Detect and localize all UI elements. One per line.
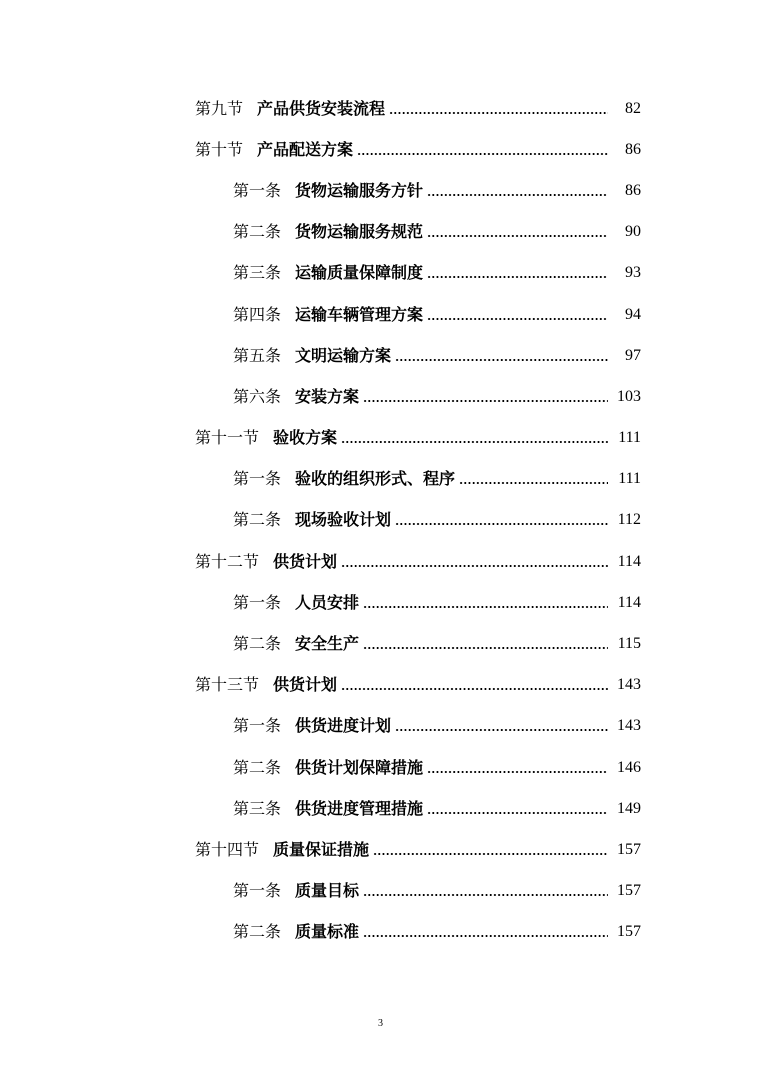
dot-leader bbox=[363, 394, 608, 408]
toc-entry-title: 质量标准 bbox=[295, 922, 360, 942]
toc-entry-page: 114 bbox=[617, 593, 641, 611]
toc-entry-section[interactable] bbox=[0, 418, 761, 459]
toc-entry-number: 第九节 bbox=[195, 98, 244, 118]
toc-entry-page: 111 bbox=[618, 429, 641, 447]
toc-entry-title: 人员安排 bbox=[295, 592, 360, 612]
dot-leader bbox=[363, 600, 608, 614]
toc-entry-number: 第三条 bbox=[233, 798, 282, 818]
toc-entry-page: 90 bbox=[625, 223, 641, 241]
toc-entry-title: 安全生产 bbox=[295, 634, 360, 654]
dot-leader bbox=[427, 765, 608, 779]
toc-entry-page: 149 bbox=[617, 799, 641, 817]
toc-entry-article[interactable] bbox=[0, 623, 761, 664]
toc-entry-article[interactable] bbox=[0, 706, 761, 747]
dot-leader bbox=[427, 806, 608, 820]
dot-leader bbox=[341, 559, 608, 573]
dot-leader bbox=[427, 312, 608, 326]
toc-entry-number: 第二条 bbox=[233, 510, 282, 530]
toc-entry-page: 103 bbox=[617, 387, 641, 405]
toc-entry-number: 第五条 bbox=[233, 345, 282, 365]
dot-leader bbox=[363, 929, 608, 943]
toc-entry-page: 86 bbox=[625, 140, 641, 158]
toc-entry-article[interactable] bbox=[0, 500, 761, 541]
toc-entry-article[interactable] bbox=[0, 294, 761, 335]
toc-entry-number: 第四条 bbox=[233, 304, 282, 324]
toc-entry-title: 质量保证措施 bbox=[273, 839, 370, 859]
toc-entry-number: 第一条 bbox=[233, 881, 282, 901]
toc-entry-page: 94 bbox=[625, 305, 641, 323]
toc-entry-page: 82 bbox=[625, 99, 641, 117]
toc-entry-number: 第二条 bbox=[233, 634, 282, 654]
dot-leader bbox=[427, 229, 608, 243]
toc-entry-page: 115 bbox=[617, 635, 641, 653]
dot-leader bbox=[395, 353, 608, 367]
toc-entry-number: 第三条 bbox=[233, 263, 282, 283]
toc-entry-title: 文明运输方案 bbox=[295, 345, 392, 365]
toc-entry-article[interactable] bbox=[0, 912, 761, 953]
toc-entry-article[interactable] bbox=[0, 788, 761, 829]
toc-entry-title: 安装方案 bbox=[295, 386, 360, 406]
toc-entry-number: 第二条 bbox=[233, 922, 282, 942]
toc-entry-title: 验收的组织形式、程序 bbox=[295, 469, 456, 489]
toc-entry-title: 运输车辆管理方案 bbox=[295, 304, 424, 324]
toc-entry-number: 第十二节 bbox=[195, 551, 260, 571]
toc-entry-number: 第十三节 bbox=[195, 675, 260, 695]
toc-entry-page: 143 bbox=[617, 676, 641, 694]
toc-entry-title: 供货进度计划 bbox=[295, 716, 392, 736]
toc-entry-number: 第十四节 bbox=[195, 839, 260, 859]
dot-leader bbox=[341, 682, 608, 696]
toc-entry-article[interactable] bbox=[0, 253, 761, 294]
toc-entry-page: 157 bbox=[617, 882, 641, 900]
toc-entry-title: 现场验收计划 bbox=[295, 510, 392, 530]
toc-entry-number: 第一条 bbox=[233, 716, 282, 736]
toc-entry-article[interactable] bbox=[0, 582, 761, 623]
dot-leader bbox=[459, 476, 608, 490]
dot-leader bbox=[427, 270, 608, 284]
toc-entry-title: 货物运输服务规范 bbox=[295, 222, 424, 242]
toc-entry-page: 143 bbox=[617, 717, 641, 735]
toc-entry-title: 质量目标 bbox=[295, 881, 360, 901]
toc-entry-number: 第一条 bbox=[233, 180, 282, 200]
dot-leader bbox=[363, 641, 608, 655]
dot-leader bbox=[395, 723, 608, 737]
toc-entry-number: 第二条 bbox=[233, 222, 282, 242]
toc-entry-title: 货物运输服务方针 bbox=[295, 180, 424, 200]
toc-entry-section[interactable] bbox=[0, 665, 761, 706]
toc-entry-page: 97 bbox=[625, 346, 641, 364]
toc-entry-article[interactable] bbox=[0, 871, 761, 912]
dot-leader bbox=[373, 847, 608, 861]
dot-leader bbox=[395, 517, 608, 531]
toc-entry-number: 第六条 bbox=[233, 386, 282, 406]
toc-entry-page: 146 bbox=[617, 758, 641, 776]
dot-leader bbox=[357, 147, 608, 161]
toc-entry-section[interactable] bbox=[0, 541, 761, 582]
toc-entry-article[interactable] bbox=[0, 212, 761, 253]
dot-leader bbox=[389, 106, 608, 120]
toc-entry-article[interactable] bbox=[0, 459, 761, 500]
toc-entry-section[interactable] bbox=[0, 88, 761, 129]
toc-entry-article[interactable] bbox=[0, 747, 761, 788]
toc-entry-number: 第二条 bbox=[233, 757, 282, 777]
toc-entry-section[interactable] bbox=[0, 129, 761, 170]
toc-entry-page: 86 bbox=[625, 181, 641, 199]
dot-leader bbox=[363, 888, 608, 902]
toc-entry-article[interactable] bbox=[0, 335, 761, 376]
page-number: 3 bbox=[378, 1018, 383, 1029]
toc-entry-page: 114 bbox=[617, 552, 641, 570]
toc-entry-title: 供货计划保障措施 bbox=[295, 757, 424, 777]
toc-entry-page: 111 bbox=[618, 470, 641, 488]
toc-entry-title: 验收方案 bbox=[273, 428, 338, 448]
dot-leader bbox=[427, 188, 608, 202]
toc-entry-number: 第一条 bbox=[233, 469, 282, 489]
toc-entry-article[interactable] bbox=[0, 376, 761, 417]
toc-entry-title: 供货计划 bbox=[273, 551, 338, 571]
toc-entry-title: 产品供货安装流程 bbox=[257, 98, 386, 118]
toc-entry-page: 157 bbox=[617, 840, 641, 858]
toc-entry-title: 产品配送方案 bbox=[257, 139, 354, 159]
toc-entry-page: 93 bbox=[625, 264, 641, 282]
toc-entry-page: 112 bbox=[617, 511, 641, 529]
toc-entry-title: 运输质量保障制度 bbox=[295, 263, 424, 283]
table-of-contents bbox=[0, 88, 761, 953]
toc-entry-section[interactable] bbox=[0, 829, 761, 870]
toc-entry-number: 第十一节 bbox=[195, 428, 260, 448]
toc-entry-title: 供货进度管理措施 bbox=[295, 798, 424, 818]
dot-leader bbox=[341, 435, 608, 449]
toc-entry-number: 第十节 bbox=[195, 139, 244, 159]
toc-entry-article[interactable] bbox=[0, 170, 761, 211]
toc-entry-number: 第一条 bbox=[233, 592, 282, 612]
toc-entry-title: 供货计划 bbox=[273, 675, 338, 695]
toc-entry-page: 157 bbox=[617, 923, 641, 941]
